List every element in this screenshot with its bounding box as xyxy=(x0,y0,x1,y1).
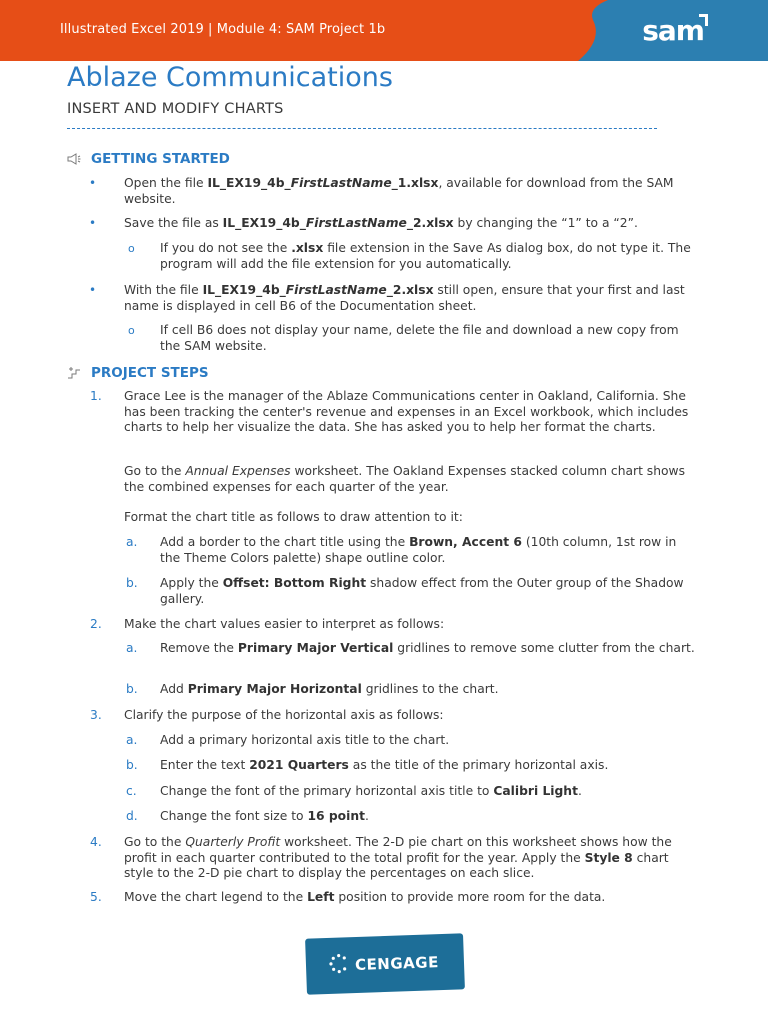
sam-logo-arrow-icon xyxy=(699,14,708,26)
step-paragraph: Grace Lee is the manager of the Ablaze Communications center in Oakland, California. She has been tracking the center's revenue and expenses in an Excel workbook, which includes charts to help her visualize the data. She has asked you to help her format the charts. xyxy=(124,389,689,434)
step-paragraph: Go to the Quarterly Profit worksheet. The 2-D pie chart on this worksheet shows how the profit in each quarter contributed to the total profit for the year. Apply the Style 8 chart style to the 2-D pie chart to display the percentages on each slice. xyxy=(124,835,672,880)
substep-letter: a. xyxy=(126,641,138,655)
substep-text: Change the font of the primary horizontal axis title to Calibri Light. xyxy=(160,784,582,798)
steps-icon xyxy=(67,367,81,379)
substep-letter: b. xyxy=(126,576,138,590)
list-item: Open the file IL_EX19_4b_FirstLastName_1.xlsx, available for download from the SAM website. xyxy=(124,176,674,206)
step-paragraph: Make the chart values easier to interpret as follows: xyxy=(124,617,445,631)
bullet-icon: • xyxy=(89,216,97,230)
substep-letter: a. xyxy=(126,733,138,747)
sub-bullet-icon: o xyxy=(128,324,135,337)
substep-text: Enter the text 2021 Quarters as the title of the primary horizontal axis. xyxy=(160,758,609,772)
substep-letter: c. xyxy=(126,784,137,798)
cengage-logo-text: CENGAGE xyxy=(354,953,440,975)
substep-text: Change the font size to 16 point. xyxy=(160,809,369,823)
sub-bullet-icon: o xyxy=(128,242,135,255)
bullet-icon: • xyxy=(89,176,97,190)
megaphone-icon xyxy=(67,153,81,165)
section-heading: GETTING STARTED xyxy=(91,151,230,167)
substep-text: Apply the Offset: Bottom Right shadow effect from the Outer group of the Shadow gallery. xyxy=(160,576,684,606)
title-divider xyxy=(67,128,657,129)
substep-text: Add Primary Major Horizontal gridlines to the chart. xyxy=(160,682,499,696)
list-item: With the file IL_EX19_4b_FirstLastName_2.xlsx still open, ensure that your first and last name is displayed in cell B6 of the Documentation sheet. xyxy=(124,283,685,313)
substep-letter: b. xyxy=(126,682,138,696)
step-number: 1. xyxy=(90,389,102,403)
step-number: 2. xyxy=(90,617,102,631)
cengage-burst-icon xyxy=(328,952,351,975)
step-paragraph: Go to the Annual Expenses worksheet. The Oakland Expenses stacked column chart shows the combined expenses for each quarter of the year. xyxy=(124,464,685,494)
step-number: 4. xyxy=(90,835,102,849)
list-item: If cell B6 does not display your name, delete the file and download a new copy from the SAM website. xyxy=(160,323,679,353)
substep-letter: b. xyxy=(126,758,138,772)
list-item: If you do not see the .xlsx file extension in the Save As dialog box, do not type it. The program will add the file extension for you automatically. xyxy=(160,241,691,271)
list-item: Save the file as IL_EX19_4b_FirstLastName_2.xlsx by changing the “1” to a “2”. xyxy=(124,216,638,230)
step-paragraph: Format the chart title as follows to draw attention to it: xyxy=(124,510,463,524)
substep-text: Remove the Primary Major Vertical gridlines to remove some clutter from the chart. xyxy=(160,641,695,655)
substep-text: Add a primary horizontal axis title to the chart. xyxy=(160,733,450,747)
substep-text: Add a border to the chart title using the Brown, Accent 6 (10th column, 1st row in the Theme Colors palette) shape outline color. xyxy=(160,535,677,565)
page-title: Ablaze Communications xyxy=(67,62,393,93)
cengage-logo xyxy=(305,933,465,994)
header-bar xyxy=(0,0,768,61)
substep-letter: d. xyxy=(126,809,138,823)
step-paragraph: Move the chart legend to the Left position to provide more room for the data. xyxy=(124,890,606,904)
bullet-icon: • xyxy=(89,283,97,297)
sam-logo: sam xyxy=(642,14,704,47)
header-title: Illustrated Excel 2019 | Module 4: SAM Project 1b xyxy=(60,22,386,37)
substep-letter: a. xyxy=(126,535,138,549)
step-paragraph: Clarify the purpose of the horizontal axis as follows: xyxy=(124,708,444,722)
section-heading: PROJECT STEPS xyxy=(91,365,209,381)
step-number: 3. xyxy=(90,708,102,722)
step-number: 5. xyxy=(90,890,102,904)
page-subtitle: INSERT AND MODIFY CHARTS xyxy=(67,101,284,117)
